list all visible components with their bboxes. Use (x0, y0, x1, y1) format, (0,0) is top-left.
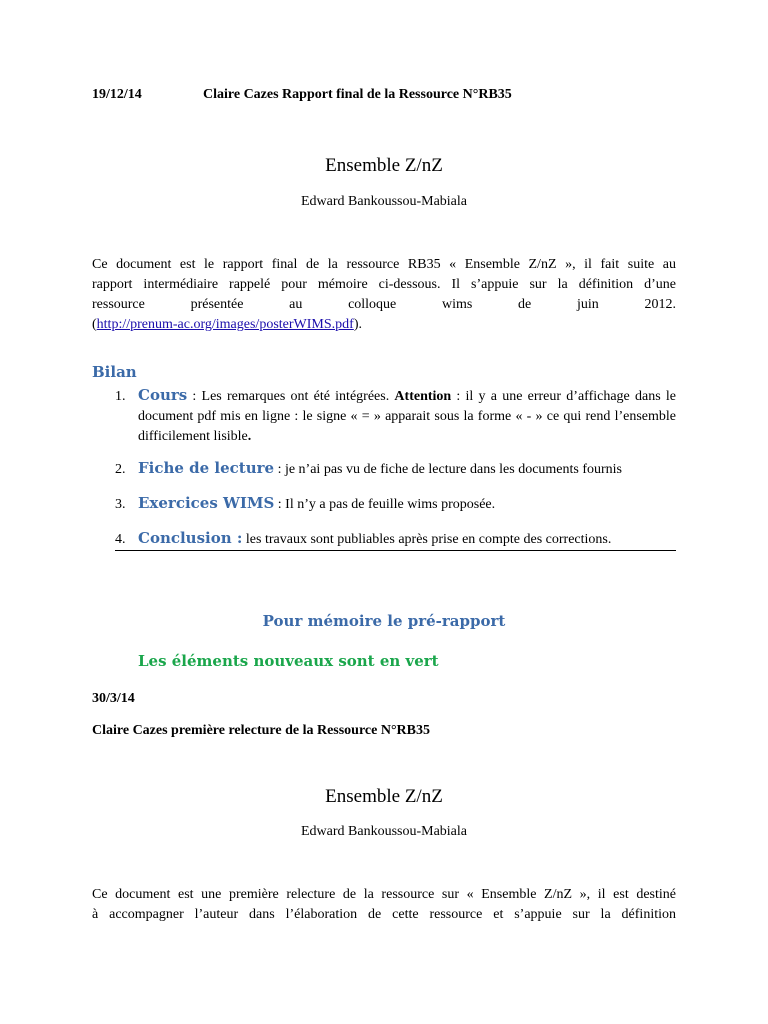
memo-heading: Pour mémoire le pré-rapport (262, 612, 506, 630)
item-keyword: Cours (138, 386, 188, 404)
item-text: les travaux sont publiables après prise en compte des corrections. (242, 532, 612, 547)
item-keyword: Conclusion : (138, 529, 243, 547)
prereport-paragraph (92, 885, 676, 925)
header-title: Claire Cazes Rapport final de la Ressource N°RB35 (203, 87, 512, 102)
header-date: 19/12/14 (92, 87, 142, 102)
item-end: . (247, 429, 252, 444)
intro-line-2: rapport intermédiaire rappelé pour mémoire ci-dessous. Il s’appuie sur la définition d’une (92, 277, 676, 292)
item-number: 2. (115, 462, 126, 477)
intro-line-4 (92, 315, 676, 335)
bilan-item-conclusion (115, 528, 676, 550)
item-number: 1. (115, 389, 126, 404)
item-text: : il y a une erreur d’affichage dans le document pdf mis en ligne : le signe « = » apparait sous la forme « - » ce qui rend l’ensemble difficilement lisible (138, 389, 676, 444)
intro-word: juin (576, 297, 599, 312)
item-body (138, 385, 676, 447)
bilan-heading: Bilan (92, 363, 137, 381)
bilan-item-exercices (115, 493, 676, 515)
section-divider (115, 550, 676, 551)
intro-line-1: Ce document est le rapport final de la ressource RB35 « Ensemble Z/nZ », il fait suite au (92, 257, 676, 272)
intro-word: de (518, 297, 532, 312)
prereport-title: Ensemble Z/nZ (325, 786, 443, 807)
bilan-item-cours (115, 385, 676, 447)
attention-label: Attention (394, 389, 452, 404)
prereport-date: 30/3/14 (92, 691, 135, 706)
item-body (138, 458, 676, 480)
green-note: Les éléments nouveaux sont en vert (138, 652, 439, 670)
intro-word: colloque (348, 297, 397, 312)
item-keyword: Exercices WIMS (138, 494, 275, 512)
item-body (138, 493, 676, 515)
item-number: 3. (115, 497, 126, 512)
paren-close: ). (353, 317, 362, 332)
item-text: : Les remarques ont été intégrées. (187, 389, 395, 404)
intro-paragraph (92, 255, 676, 335)
prereport-author: Edward Bankoussou-Mabiala (300, 824, 468, 839)
item-body (138, 528, 676, 550)
item-text: : je n’ai pas vu de fiche de lecture dans les documents fournis (274, 462, 623, 477)
intro-word: wims (441, 297, 473, 312)
intro-line-3 (92, 295, 676, 315)
intro-word: 2012. (644, 297, 676, 312)
document-author: Edward Bankoussou-Mabiala (300, 194, 468, 209)
document-title: Ensemble Z/nZ (325, 155, 443, 176)
intro-word: ressource (92, 297, 145, 312)
item-keyword: Fiche de lecture (138, 459, 275, 477)
paren-open: ( (92, 317, 97, 332)
intro-word: au (289, 297, 303, 312)
prereport-header: Claire Cazes première relecture de la Ressource N°RB35 (92, 723, 431, 738)
bilan-item-fiche (115, 458, 676, 480)
item-number: 4. (115, 532, 126, 547)
intro-word: présentée (190, 297, 244, 312)
item-text: : Il n’y a pas de feuille wims proposée. (274, 497, 496, 512)
prereport-line-1: Ce document est une première relecture de la ressource sur « Ensemble Z/nZ », il est destiné (92, 887, 676, 902)
poster-link[interactable]: http://prenum-ac.org/images/posterWIMS.pdf (96, 317, 354, 332)
prereport-line-2: à accompagner l’auteur dans l’élaboration de cette ressource et s’appuie sur la définition (92, 907, 676, 922)
